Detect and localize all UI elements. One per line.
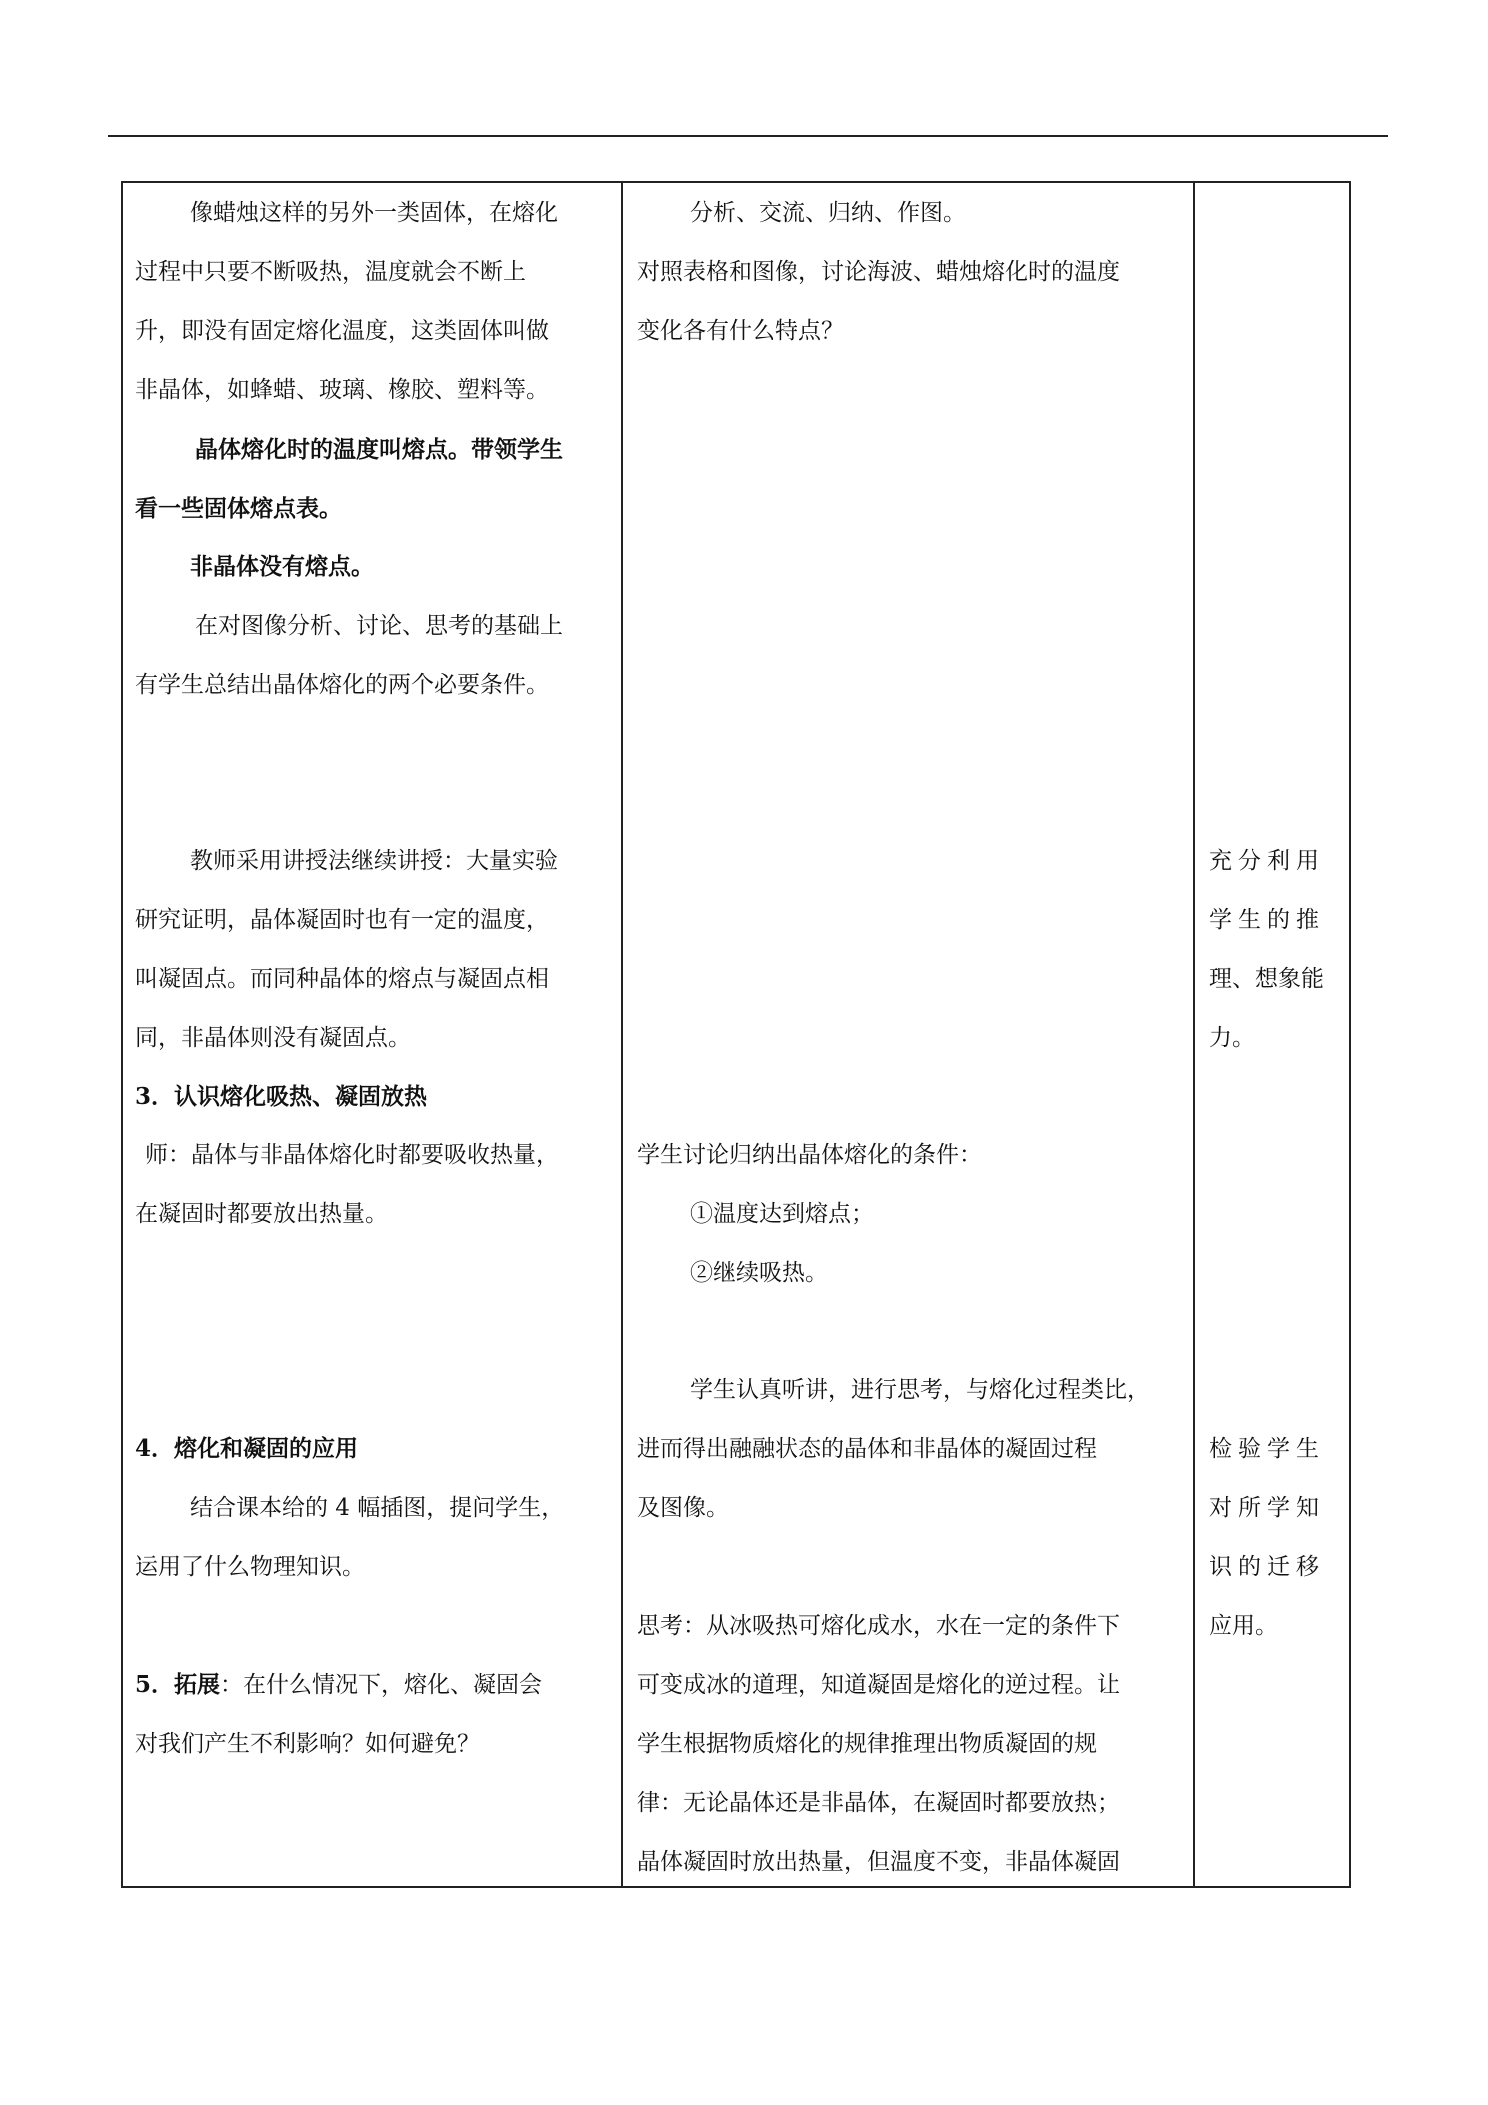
column-divider-2 — [1193, 181, 1195, 1888]
column-divider-1 — [621, 181, 623, 1888]
text-line: 进而得出融融状态的晶体和非晶体的凝固过程 — [637, 1436, 1097, 1462]
text-line: 像蜡烛这样的另外一类固体，在熔化 — [190, 200, 558, 226]
text-line: 在凝固时都要放出热量。 — [135, 1201, 388, 1227]
text-line: 理、想象能 — [1209, 966, 1324, 992]
text-line: 学生根据物质熔化的规律推理出物质凝固的规 — [637, 1731, 1097, 1757]
text-line: 对我们产生不利影响？如何避免？ — [135, 1731, 480, 1757]
section-heading: 3．认识熔化吸热、凝固放热 — [135, 1083, 428, 1110]
text-line: 力。 — [1209, 1025, 1255, 1051]
text-line: 非晶体，如蜂蜡、玻璃、橡胶、塑料等。 — [135, 377, 549, 403]
key-concept-line: 看一些固体熔点表。 — [135, 495, 342, 522]
section-heading-row — [135, 1671, 542, 1699]
text-line: 在对图像分析、讨论、思考的基础上 — [195, 613, 563, 639]
text-line: 有学生总结出晶体熔化的两个必要条件。 — [135, 672, 549, 698]
text-line: 识的迁移 — [1209, 1554, 1325, 1580]
text-line: 检验学生 — [1209, 1436, 1325, 1462]
text-line: 结合课本给的 4 幅插图，提问学生， — [190, 1495, 565, 1521]
text-line: 应用。 — [1209, 1613, 1278, 1639]
text-line: ②继续吸热。 — [690, 1260, 828, 1286]
text-line: ：在什么情况下，熔化、凝固会 — [220, 1672, 543, 1698]
text-line: 师：晶体与非晶体熔化时都要吸收热量， — [145, 1142, 559, 1168]
section-heading: 4．熔化和凝固的应用 — [135, 1435, 359, 1462]
key-concept-line: 非晶体没有熔点。 — [190, 553, 374, 580]
text-line: 学生讨论归纳出晶体熔化的条件： — [637, 1142, 982, 1168]
text-line: 学生的推 — [1209, 907, 1325, 933]
key-concept-line: 晶体熔化时的温度叫熔点。带领学生 — [195, 436, 563, 463]
text-line: 研究证明，晶体凝固时也有一定的温度， — [135, 907, 549, 933]
text-line: 对所学知 — [1209, 1495, 1325, 1521]
text-line: 晶体凝固时放出热量，但温度不变，非晶体凝固 — [637, 1849, 1120, 1875]
text-line: 运用了什么物理知识。 — [135, 1554, 365, 1580]
text-line: 思考：从冰吸热可熔化成水，水在一定的条件下 — [637, 1613, 1120, 1639]
text-line: 及图像。 — [637, 1495, 729, 1521]
section-heading: 5．拓展 — [135, 1671, 221, 1698]
text-line: 叫凝固点。而同种晶体的熔点与凝固点相 — [135, 966, 549, 992]
text-line: 变化各有什么特点？ — [637, 318, 844, 344]
text-line: 充分利用 — [1209, 848, 1325, 874]
text-line: 升，即没有固定熔化温度，这类固体叫做 — [135, 318, 549, 344]
text-line: 可变成冰的道理，知道凝固是熔化的逆过程。让 — [637, 1672, 1120, 1698]
text-line: 律：无论晶体还是非晶体，在凝固时都要放热； — [637, 1790, 1120, 1816]
text-line: 对照表格和图像，讨论海波、蜡烛熔化时的温度 — [637, 259, 1120, 285]
header-rule — [108, 135, 1388, 137]
text-line: 学生认真听讲，进行思考，与熔化过程类比， — [690, 1377, 1150, 1403]
text-line: 过程中只要不断吸热，温度就会不断上 — [135, 259, 526, 285]
text-line: 分析、交流、归纳、作图。 — [690, 200, 966, 226]
text-line: 教师采用讲授法继续讲授：大量实验 — [190, 848, 558, 874]
text-line: ①温度达到熔点； — [690, 1201, 874, 1227]
text-line: 同，非晶体则没有凝固点。 — [135, 1025, 411, 1051]
